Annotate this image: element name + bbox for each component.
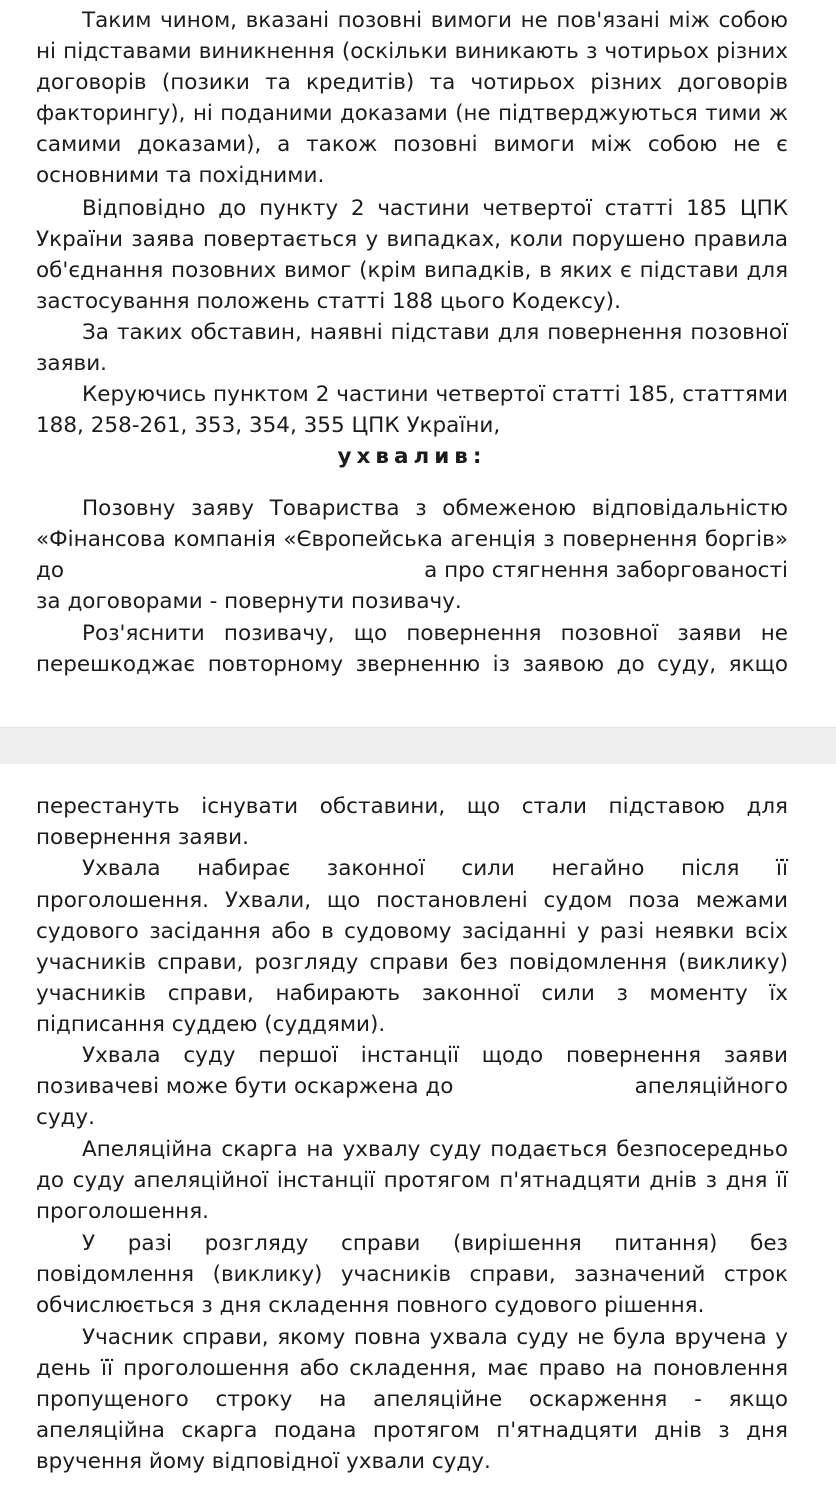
text-line: до суду апеляційної інстанції протягом п'ятнадцяти днів з дня її [36, 1168, 788, 1193]
text-line: У разі розгляду справи (вирішення питання) без [82, 1231, 788, 1256]
text-line: день її проголошення або складення, має право на поновлення [36, 1356, 788, 1381]
text-line: проголошення. Ухвали, що постановлені судом поза межами [36, 888, 788, 913]
text-line: основними та похідними. [36, 163, 325, 188]
text-line: обчислюється з дня складення повного судового рішення. [36, 1293, 705, 1318]
text-line: Ухвала суду першої інстанції щодо повернення заяви [82, 1043, 788, 1068]
text-line: самими доказами), а також позовні вимоги між собою не є [36, 132, 788, 157]
document-page-1 [0, 0, 836, 727]
text-line: повернення заяви. [36, 825, 249, 850]
text-line: заяви. [36, 351, 108, 376]
text-line: Таким чином, вказані позовні вимоги не пов'язані між собою [82, 8, 788, 33]
resolution-heading: ухвалив: [337, 444, 487, 469]
text-line: ні підставами виникнення (оскільки виникають з чотирьох різних [36, 39, 788, 64]
text-fragment-right: а про стягнення заборгованості [424, 558, 788, 583]
text-line: підписання суддею (суддями). [36, 1012, 386, 1037]
text-line: за договорами - повернути позивачу. [36, 589, 462, 614]
text-line: факторингу), ні поданими доказами (не підтверджуються тими ж [36, 101, 788, 126]
text-line: «Фінансова компанія «Європейська агенція з повернення боргів» [36, 527, 788, 552]
text-line: Учасник справи, якому повна ухвала суду не була вручена у [82, 1325, 788, 1350]
text-line: За таких обставин, наявні підстави для повернення позовної [82, 320, 788, 345]
text-line-split [36, 1071, 788, 1102]
text-line: апеляційна скарга подана протягом п'ятнадцяти днів з дня [36, 1418, 788, 1443]
text-line: Апеляційна скарга на ухвалу суду подається безпосередньо [82, 1137, 788, 1162]
text-fragment-left: до [36, 558, 65, 583]
text-line: суду. [36, 1105, 95, 1130]
text-line: вручення йому відповідної ухвали суду. [36, 1449, 491, 1474]
text-fragment-right: апеляційного [634, 1074, 788, 1099]
text-line: перестануть існувати обставини, що стали підставою для [36, 794, 788, 819]
text-line: об'єднання позовних вимог (крім випадків, в яких є підстави для [36, 258, 788, 283]
text-line: учасників справи, набирають законної сили з моменту їх [36, 981, 788, 1006]
text-line: 188, 258-261, 353, 354, 355 ЦПК України, [36, 413, 501, 438]
document-page-2 [0, 764, 836, 1507]
text-line: договорів (позики та кредитів) та чотирьох різних договорів [36, 70, 788, 95]
text-line: України заява повертається у випадках, коли порушено правила [36, 227, 788, 252]
text-line: застосування положень статті 188 цього Кодексу). [36, 289, 621, 314]
text-line: Керуючись пунктом 2 частини четвертої статті 185, статтями [82, 382, 788, 407]
text-line: учасників справи, розгляду справи без повідомлення (виклику) [36, 950, 788, 975]
text-line: повідомлення (виклику) учасників справи, зазначений строк [36, 1262, 788, 1287]
text-line: проголошення. [36, 1199, 209, 1224]
text-line: Ухвала набирає законної сили негайно після її [82, 856, 788, 881]
text-line: перешкоджає повторному зверненню із заявою до суду, якщо [36, 652, 788, 677]
text-fragment-left: позивачеві може бути оскаржена до [36, 1074, 454, 1099]
text-line: Роз'яснити позивачу, що повернення позовної заяви не [82, 621, 788, 646]
text-line-split [36, 555, 788, 586]
page-separator [0, 727, 836, 765]
text-line: пропущеного строку на апеляційне оскарження - якщо [36, 1387, 788, 1412]
text-line: Позовну заяву Товариства з обмеженою відповідальністю [82, 496, 788, 521]
text-line: судового засідання або в судовому засіданні у разі неявки всіх [36, 919, 788, 944]
text-line: Відповідно до пункту 2 частини четвертої статті 185 ЦПК [82, 196, 788, 221]
